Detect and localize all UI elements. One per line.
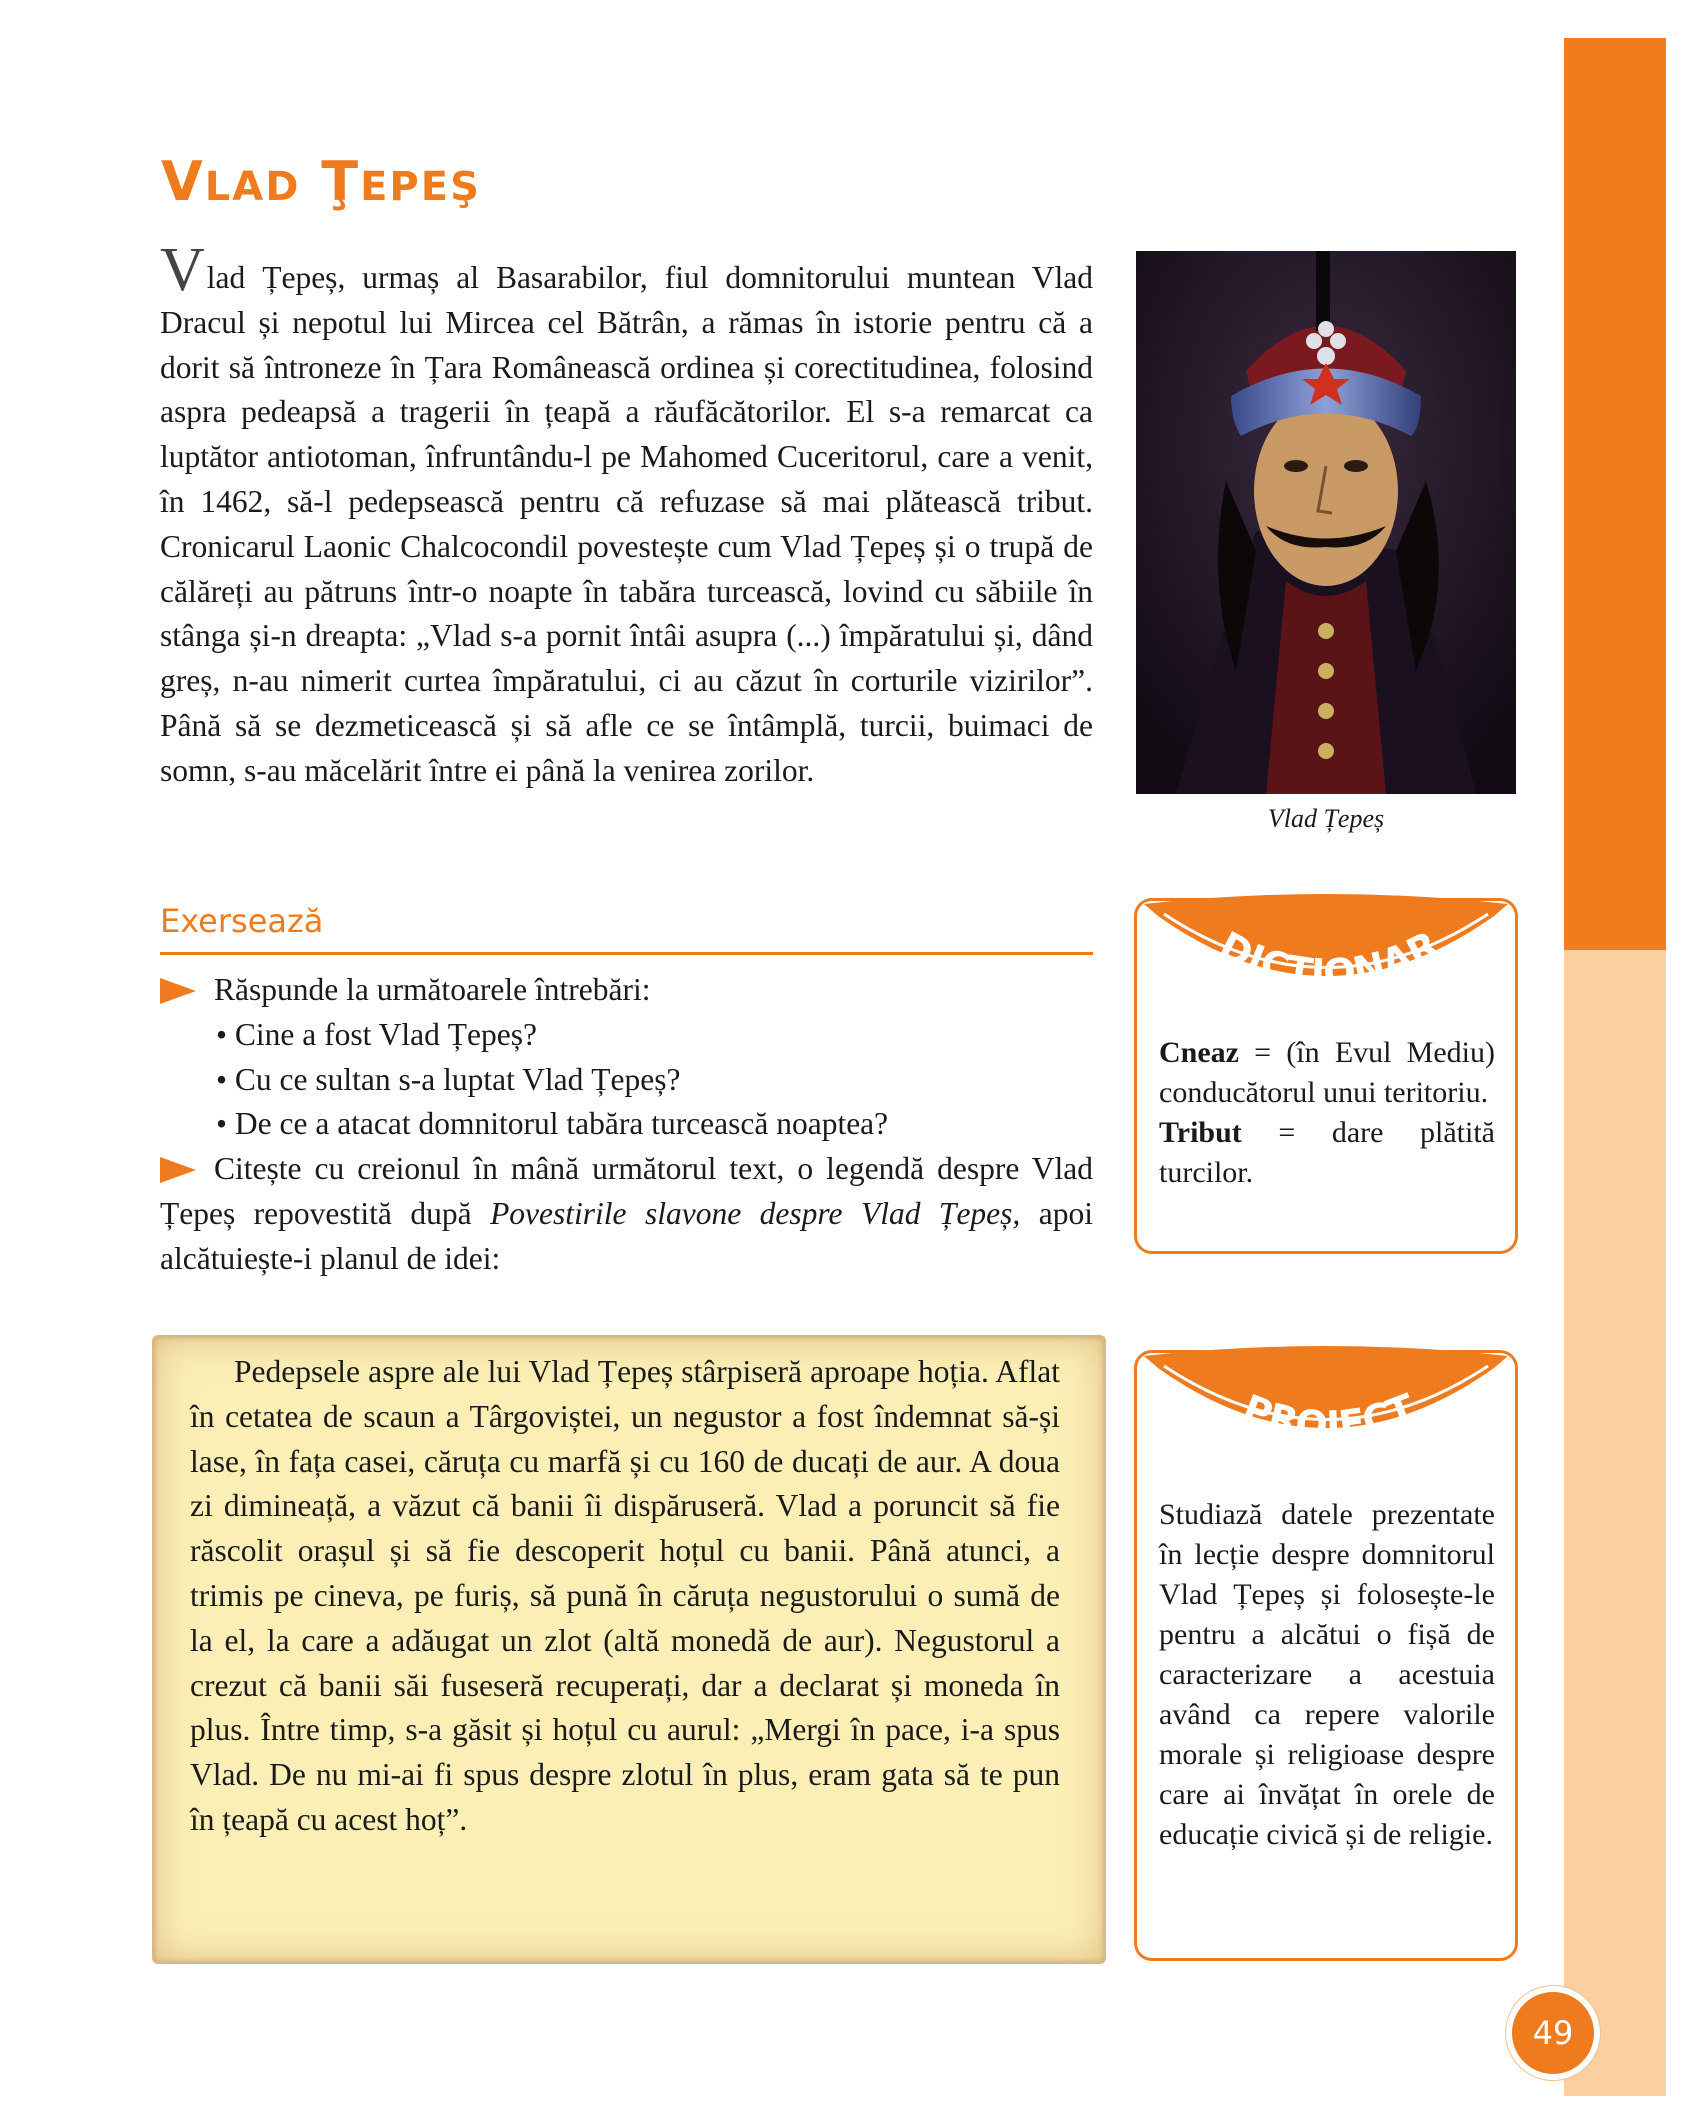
exercise-divider xyxy=(160,952,1093,955)
arrow-icon xyxy=(160,1157,196,1183)
page-title xyxy=(161,150,481,213)
def-cneaz: = (în Evul Mediu) conducătorul unui teritoriu. xyxy=(1159,1036,1495,1109)
term-cneaz: Cneaz xyxy=(1159,1036,1239,1069)
title-rest-1: LAD xyxy=(204,164,301,210)
title-rest-2: EPEŞ xyxy=(360,164,481,210)
task-1-text: Răspunde la următoarele întrebări: xyxy=(214,972,651,1007)
title-cap-2: Ţ xyxy=(321,150,361,213)
drop-cap: V xyxy=(160,236,205,304)
task-2-text-end: apoi alcătuiește-i planul de idei: xyxy=(160,1195,1094,1276)
question-item: • Cu ce sultan s-a luptat Vlad Țepeș? xyxy=(160,1058,1093,1103)
project-box xyxy=(1134,1350,1518,1961)
legend-body: Pedepsele aspre ale lui Vlad Țepeș stârpiseră aproape hoția. Aflat în cetatea de scaun a Târgoviștei, un negustor a fost îndemnat să-și lase, în fața casei, căruța cu marfă și cu 160 de ducați de aur. A doua zi dimineață, a văzut că banii îi dispăruseră. Vlad a poruncit să fie răscolit orașul și să fie descoperit hoțul cu banii. Până atunci, a trimis pe cineva, pe furiș, să pună în căruța negustorului o sumă de la el, la care a adăugat un zlot (altă monedă de aur). Negustorul a crezut că banii săi fuseseră recuperați, dar a declarat și moneda în plus. Între timp, s-a găsit și hoțul cu aurul: „Mergi în pace, i-a spus Vlad. De nu mi-ai fi spus despre zlotul în plus, eram gata să te pun în țeapă cu acest hoț”. xyxy=(190,1354,1060,1837)
arrow-icon xyxy=(160,978,196,1004)
project-text: Studiază datele prezentate în lecție despre domnitorul Vlad Țepeș și folosește-le pentru a alcătui o fișă de caracterizare a acestuia având ca repere valorile morale și religioase despre care ai învățat în orele de educație civică și de religie. xyxy=(1159,1498,1495,1851)
legend-text xyxy=(190,1350,1060,1843)
intro-text: lad Țepeș, urmaș al Basarabilor, fiul domnitorului muntean Vlad Dracul și nepotul lui Mircea cel Bătrân, a rămas în istorie pentru că a dorit să întroneze în Țara Românească ordinea și corectitudinea, folosind aspra pedeapsă a tragerii în țeapă a răufăcătorilor. El s-a remarcat ca luptător antiotoman, înfruntându-l pe Mahomed Cuceritorul, care a venit, în 1462, să-l pedepsească pentru că refuzase să mai plătească tribut. Cronicarul Laonic Chalcocondil povestește cum Vlad Țepeș și o trupă de călăreți au pătruns într-o noapte în tabăra turcească, lovind cu săbiile în stânga și-n dreapta: „Vlad s-a pornit întâi asupra (...) împăratului și, dând greș, n-au nimerit curtea împăratului, ci au căzut în corturile vizirilor”. Până să se dezmeticească și să afle ce se întâmplă, turcii, buimaci de somn, s-au măcelărit între ei până la venirea zorilor. xyxy=(160,260,1093,788)
page-number: 49 xyxy=(1506,1986,1600,2080)
dictionary-banner xyxy=(1134,886,1518,1026)
project-banner xyxy=(1134,1338,1518,1478)
exercise-block xyxy=(160,968,1093,1282)
side-band-light xyxy=(1564,950,1666,2096)
title-cap-1: V xyxy=(161,150,205,213)
project-label: PROIECT xyxy=(1236,1385,1421,1448)
portrait-image xyxy=(1136,251,1516,794)
task-2-text: Citește cu creionul în mână următorul text, o legendă despre Vlad Țepeș repovestită după xyxy=(160,1151,1093,1231)
task-2-source: Povestirile slavone despre Vlad Țepeș, xyxy=(490,1195,1021,1231)
dictionary-box xyxy=(1134,898,1518,1254)
side-band-dark xyxy=(1564,38,1666,950)
exercise-heading: Exersează xyxy=(160,902,324,940)
task-2 xyxy=(160,1147,1093,1281)
def-tribut: = dare plătită turcilor. xyxy=(1159,1116,1495,1189)
portrait-caption: Vlad Țepeș xyxy=(1267,804,1385,833)
dictionary-label: DICȚIONAR xyxy=(1212,922,1446,996)
question-item: • De ce a atacat domnitorul tabăra turcească noaptea? xyxy=(160,1102,1093,1147)
question-item: • Cine a fost Vlad Țepeș? xyxy=(160,1013,1093,1058)
task-1 xyxy=(160,968,1093,1013)
portrait-illustration xyxy=(1136,251,1516,794)
dictionary-text xyxy=(1159,1033,1495,1193)
term-tribut: Tribut xyxy=(1159,1116,1242,1149)
intro-paragraph xyxy=(160,236,1093,794)
